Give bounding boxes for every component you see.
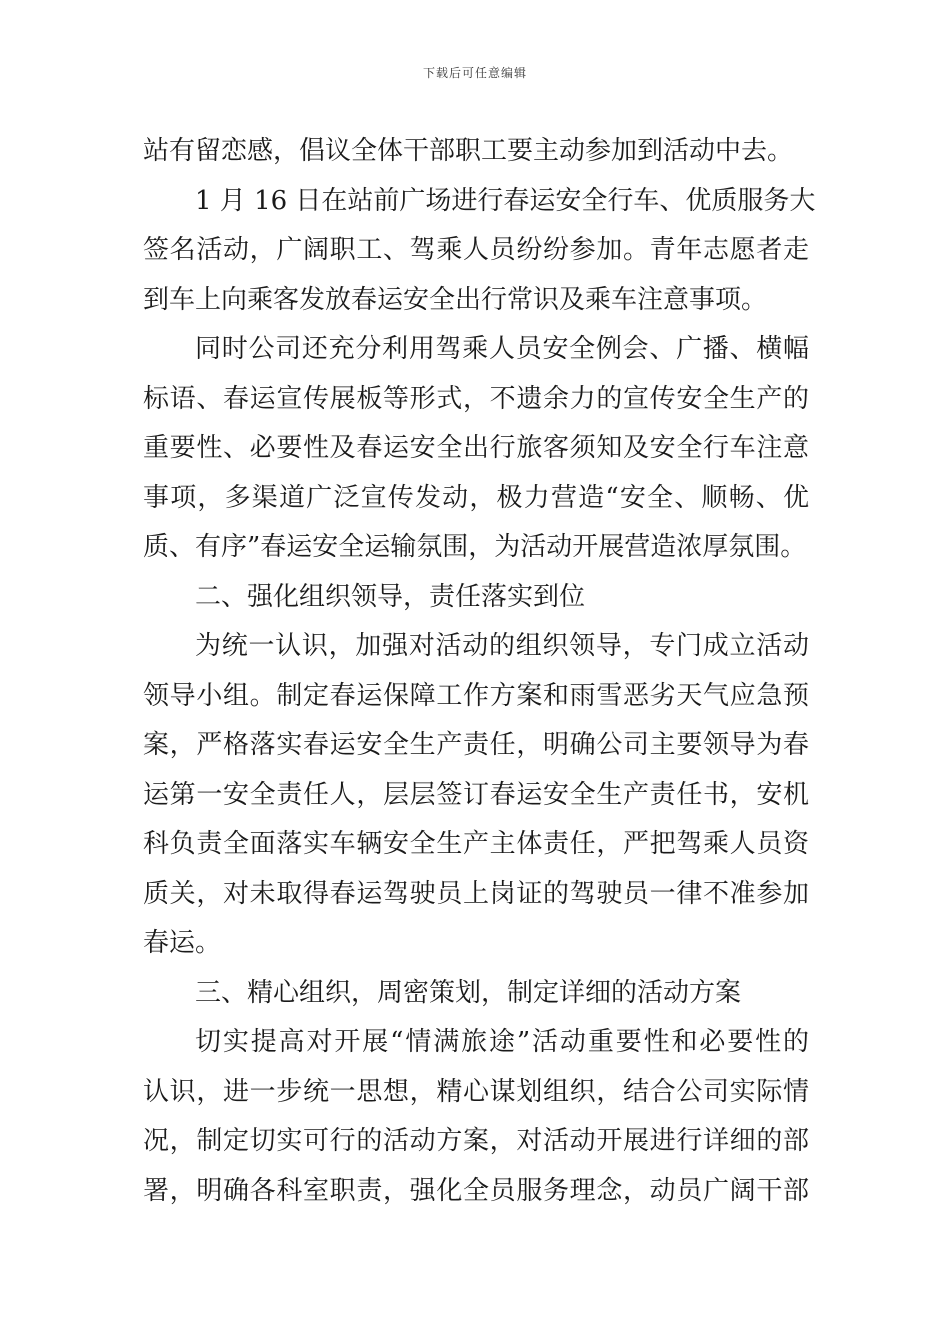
paragraph-line: 事项，多渠道广泛宣传发动，极力营造“安全、顺畅、优 bbox=[143, 482, 809, 513]
section-heading: 二、强化组织领导，责任落实到位 bbox=[195, 581, 586, 612]
paragraph-line: 1 月 16 日在站前广场进行春运安全行车、优质服务大 bbox=[195, 185, 816, 216]
paragraph-line: 案，严格落实春运安全生产责任，明确公司主要领导为春 bbox=[143, 730, 809, 760]
page-header: 下载后可任意编辑 bbox=[422, 66, 527, 80]
paragraph-line: 春运。 bbox=[143, 928, 222, 958]
paragraph-line: 为统一认识，加强对活动的组织领导，专门成立活动 bbox=[195, 631, 809, 661]
paragraph-line: 质、有序”春运安全运输氛围，为活动开展营造浓厚氛围。 bbox=[143, 532, 807, 562]
paragraph-line: 重要性、必要性及春运安全出行旅客须知及安全行车注意 bbox=[143, 433, 809, 463]
paragraph-line: 质关，对未取得春运驾驶员上岗证的驾驶员一律不准参加 bbox=[143, 878, 809, 909]
paragraph-line: 标语、春运宣传展板等形式，不遗余力的宣传安全生产的 bbox=[143, 383, 809, 414]
paragraph-line: 认识，进一步统一思想，精心谋划组织，结合公司实际情 bbox=[143, 1076, 809, 1107]
paragraph-line: 签名活动，广阔职工、驾乘人员纷纷参加。青年志愿者走 bbox=[143, 235, 809, 265]
section-heading: 三、精心组织，周密策划，制定详细的活动方案 bbox=[195, 977, 742, 1008]
paragraph-line: 到车上向乘客发放春运安全出行常识及乘车注意事项。 bbox=[143, 284, 768, 315]
paragraph-line: 署，明确各科室职责，强化全员服务理念，动员广阔干部 bbox=[143, 1175, 809, 1206]
paragraph-line: 切实提高对开展“情满旅途”活动重要性和必要性的 bbox=[195, 1027, 809, 1057]
paragraph-line: 站有留恋感，倡议全体干部职工要主动参加到活动中去。 bbox=[143, 136, 794, 166]
paragraph-line: 科负责全面落实车辆安全生产主体责任，严把驾乘人员资 bbox=[143, 829, 809, 859]
paragraph-line: 同时公司还充分利用驾乘人员安全例会、广播、横幅 bbox=[195, 334, 809, 364]
paragraph-line: 领导小组。制定春运保障工作方案和雨雪恶劣天气应急预 bbox=[143, 680, 809, 711]
document-body bbox=[143, 127, 816, 1216]
paragraph-line: 况，制定切实可行的活动方案，对活动开展进行详细的部 bbox=[143, 1126, 809, 1156]
paragraph-line: 运第一安全责任人，层层签订春运安全生产责任书，安机 bbox=[143, 779, 809, 810]
